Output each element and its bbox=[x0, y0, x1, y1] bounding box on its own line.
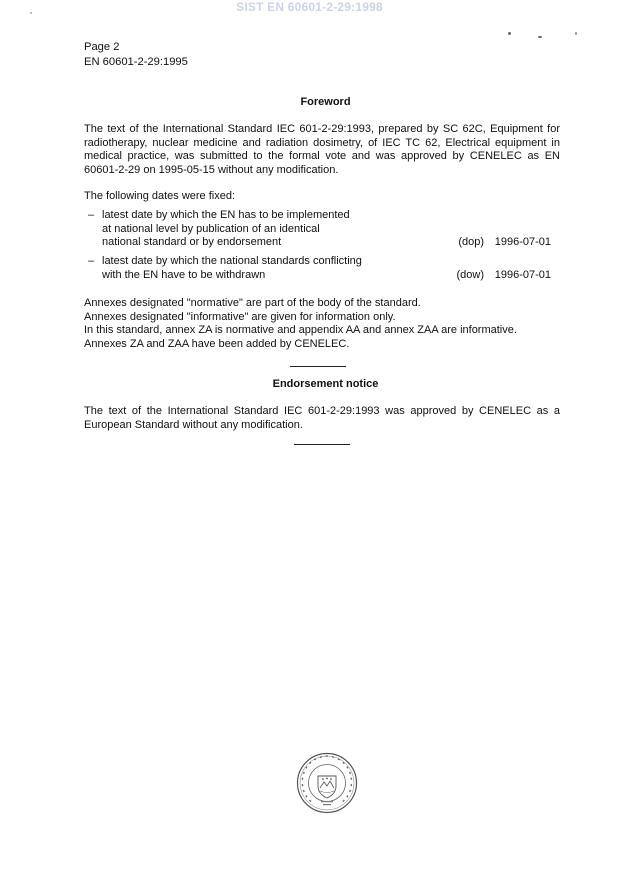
endorsement-heading: Endorsement notice bbox=[272, 378, 379, 390]
date-item-line: latest date by which the EN has to be implemented bbox=[102, 209, 350, 221]
scan-speck bbox=[575, 32, 577, 35]
scan-speck bbox=[508, 32, 511, 35]
standard-number: EN 60601-2-29:1995 bbox=[84, 55, 188, 68]
date-item-line: with the EN have to be withdrawn bbox=[102, 268, 266, 281]
date-value: 1996-07-01 bbox=[494, 236, 551, 249]
dates-intro: The following dates were fixed: bbox=[84, 190, 236, 202]
scan-speck bbox=[538, 36, 542, 38]
annex-note: Annexes ZA and ZAA have been added by CENELEC. bbox=[84, 338, 350, 351]
date-item-line: national standard or by endorsement bbox=[102, 236, 282, 249]
list-dash: – bbox=[88, 255, 95, 268]
dates-list bbox=[88, 209, 560, 288]
endorsement-text: The text of the International Standard IEC 601-2-29:1993 was approved by CENELEC as a European Standard without any modification. bbox=[84, 405, 560, 431]
date-item-line: at national level by publication of an identical bbox=[102, 222, 320, 235]
annex-note: Annexes designated "informative" are given for information only. bbox=[84, 310, 396, 323]
date-value: 1996-07-01 bbox=[494, 268, 551, 281]
page-number: Page 2 bbox=[84, 41, 120, 53]
date-item-dow bbox=[88, 255, 560, 282]
foreword-intro: The text of the International Standard IEC 601-2-29:1993, prepared by SC 62C, Equipment for radiotherapy, nuclear medicine and radiation dosimetry, of IEC TC 62, Electrical equipment in medical practice, was submitted to the formal vote and was approved by CENELEC as EN 60601-2-29 on 1995-05-15 without any modification. bbox=[84, 123, 560, 177]
watermark: SIST EN 60601-2-29:1998 bbox=[236, 0, 383, 14]
section-divider bbox=[290, 366, 346, 367]
date-code: (dop) bbox=[458, 236, 484, 249]
page-header bbox=[84, 40, 188, 69]
annex-note: Annexes designated "normative" are part of the body of the standard. bbox=[84, 297, 421, 309]
annex-note: In this standard, annex ZA is normative and appendix AA and annex ZAA are informative. bbox=[84, 324, 517, 337]
date-item-dop bbox=[88, 209, 560, 250]
annex-notes bbox=[84, 297, 564, 352]
foreword-heading: Foreword bbox=[300, 96, 351, 108]
section-divider bbox=[294, 444, 350, 445]
official-seal-stamp bbox=[296, 752, 358, 814]
scan-speck bbox=[30, 12, 32, 14]
date-item-line: latest date by which the national standards conflicting bbox=[102, 255, 362, 268]
date-code: (dow) bbox=[456, 268, 484, 281]
list-dash: – bbox=[88, 209, 95, 221]
